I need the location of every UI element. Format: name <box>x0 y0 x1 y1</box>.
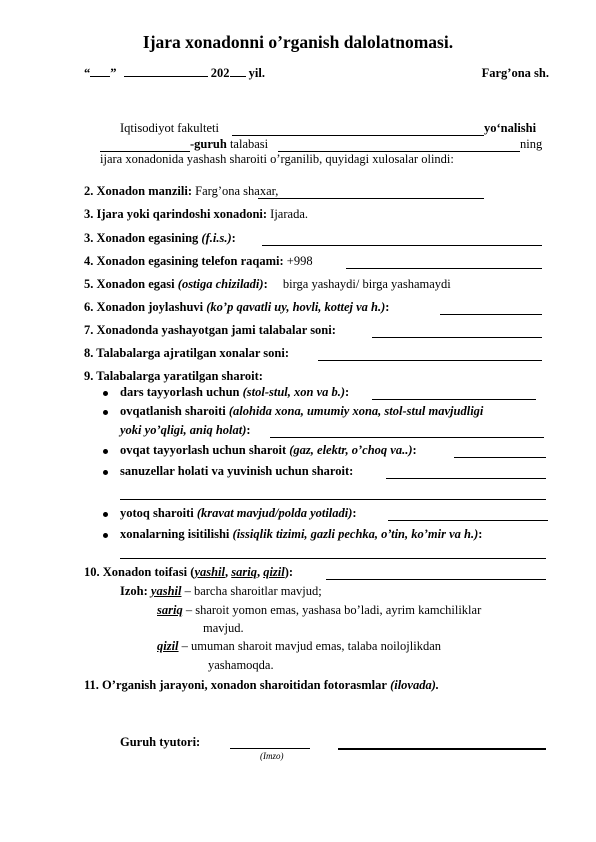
item-rooms-count: 8. Talabalarga ajratilgan xonalar soni: <box>84 346 290 360</box>
bullet-eating-cont: yoki yo’qligi, aniq holat): <box>120 423 251 437</box>
bullet-study: dars tayyorlash uchun (stol-stul, xon va b.): <box>120 385 350 399</box>
city-name: Farg’ona sh. <box>481 66 549 80</box>
date-open-quote: “ <box>84 66 91 80</box>
address-blank <box>258 198 484 199</box>
bullet-dot <box>103 470 108 475</box>
bullet-cooking: ovqat tayyorlash uchun sharoit (gaz, elektr, o’choq va..): <box>120 443 417 457</box>
owner-name-blank <box>262 245 542 246</box>
intro-faculty: Iqtisodiyot fakulteti <box>120 121 219 135</box>
note-sariq: sariq – sharoit yomon emas, yashasa bo’ladi, ayrim kamchiliklar <box>157 603 482 617</box>
intro-direction: yo‘nalishi <box>484 121 537 135</box>
note-sariq-cont: mavjud. <box>203 621 244 635</box>
date-close-quote: ” <box>110 66 117 80</box>
date-line <box>84 66 265 81</box>
bullet-sleeping: yotoq sharoiti (kravat mavjud/polda yotiladi): <box>120 506 357 520</box>
bullet-dot <box>103 449 108 454</box>
intro-line3: ijara xonadonida yashash sharoiti o’rganilib, quyidagi xulosalar olindi: <box>100 152 454 166</box>
item-address: 2. Xonadon manzili: Farg’ona shaxar, <box>84 184 279 198</box>
intro-group: -guruh <box>190 137 227 151</box>
location-blank <box>440 314 542 315</box>
rooms-count-blank <box>318 360 542 361</box>
sanitary-blank-2 <box>120 499 546 500</box>
item-conditions: 9. Talabalarga yaratilgan sharoit: <box>84 369 263 383</box>
students-count-blank <box>372 337 542 338</box>
bullet-eating: ovqatlanish sharoiti (alohida xona, umumiy xona, stol-stul mavjudligi <box>120 404 484 418</box>
imzo-caption: (Imzo) <box>260 751 284 761</box>
bullet-heating: xonalarning isitilishi (issiqlik tizimi, gazli pechka, o’tin, ko’mir va h.): <box>120 527 483 541</box>
tutor-name-blank <box>338 748 546 750</box>
note-yashil: Izoh: yashil – barcha sharoitlar mavjud; <box>120 584 322 598</box>
sleeping-blank <box>388 520 548 521</box>
signature-blank <box>230 748 310 749</box>
item-owner-lives: 5. Xonadon egasi (ostiga chiziladi): birga yashaydi/ birga yashamaydi <box>84 277 451 291</box>
item-rent-type: 3. Ijara yoki qarindoshi xonadoni: Ijarada. <box>84 207 308 221</box>
document-title: Ijara xonadonni o’rganish dalolatnomasi. <box>142 32 454 52</box>
note-qizil-cont: yashamoqda. <box>208 658 274 672</box>
item-photos: 11. O’rganish jarayoni, xonadon sharoitidan fotorasmlar (ilovada). <box>84 678 440 692</box>
item-students-count: 7. Xonadonda yashayotgan jami talabalar soni: <box>84 323 336 337</box>
bullet-dot <box>103 512 108 517</box>
year-prefix: 202 <box>210 66 230 80</box>
intro-ning: ning <box>520 137 543 151</box>
heating-blank <box>120 558 546 559</box>
eating-blank <box>270 437 544 438</box>
bullet-dot <box>103 391 108 396</box>
bullet-sanitary: sanuzellar holati va yuvinish uchun sharoit: <box>120 464 354 478</box>
year-suffix: yil. <box>248 66 265 80</box>
cooking-blank <box>454 457 546 458</box>
note-qizil: qizil – umuman sharoit mavjud emas, talaba noilojlikdan <box>157 639 441 653</box>
owner-phone-blank <box>346 268 542 269</box>
category-blank <box>326 579 546 580</box>
bullet-dot <box>103 410 108 415</box>
item-location: 6. Xonadon joylashuvi (ko’p qavatli uy, hovli, kottej va h.): <box>84 300 390 314</box>
bullet-dot <box>103 533 108 538</box>
faculty-blank <box>232 135 484 136</box>
intro-student: talabasi <box>229 137 269 151</box>
study-blank <box>372 399 536 400</box>
item-owner-phone: 4. Xonadon egasining telefon raqami: +998 <box>84 254 313 268</box>
item-owner-name: 3. Xonadon egasining (f.i.s.): <box>84 231 236 245</box>
sanitary-blank <box>386 478 546 479</box>
tutor-label: Guruh tyutori: <box>120 735 201 749</box>
item-category: 10. Xonadon toifasi (yashil, sariq, qizil): <box>84 565 294 579</box>
